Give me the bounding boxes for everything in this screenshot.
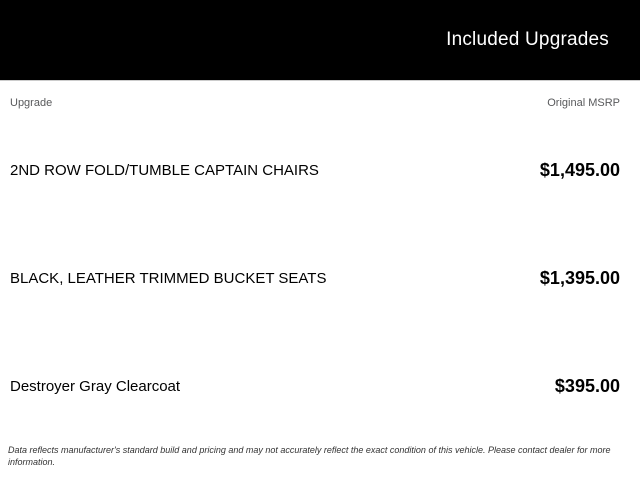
- table-column-header: [0, 81, 640, 116]
- disclaimer-text: Data reflects manufacturer's standard build and pricing and may not accurately reflect the exact condition of this vehicle. Please contact dealer for more information.: [8, 445, 611, 467]
- upgrade-price: $1,495.00: [539, 159, 620, 180]
- column-header-upgrade: Upgrade: [10, 97, 53, 109]
- upgrade-table: [0, 116, 640, 440]
- upgrade-price: $1,395.00: [539, 267, 620, 288]
- page-title: Included Upgrades: [446, 29, 609, 50]
- column-header-msrp: Original MSRP: [547, 97, 620, 109]
- upgrade-price: $395.00: [554, 375, 620, 396]
- table-row: [0, 224, 640, 332]
- included-upgrades-header: [0, 0, 640, 81]
- table-row: [0, 332, 640, 440]
- table-row: [0, 116, 640, 224]
- upgrade-name: BLACK, LEATHER TRIMMED BUCKET SEATS: [10, 269, 327, 287]
- upgrade-name: Destroyer Gray Clearcoat: [10, 377, 181, 395]
- upgrade-name: 2ND ROW FOLD/TUMBLE CAPTAIN CHAIRS: [10, 161, 319, 179]
